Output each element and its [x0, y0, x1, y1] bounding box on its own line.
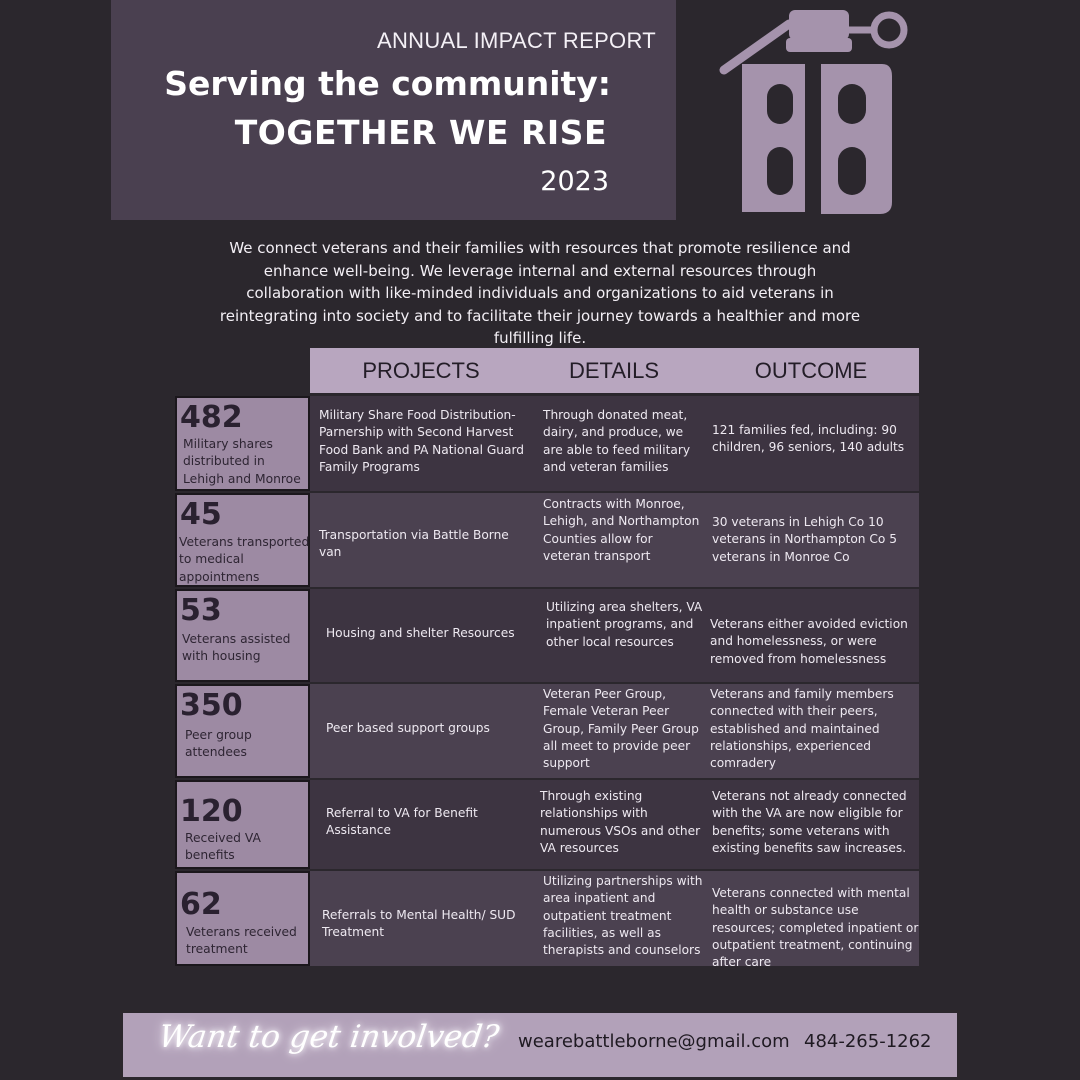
- details-cell: Through existing relationships with numerous VSOs and other VA resources: [540, 789, 701, 855]
- project-cell: Transportation via Battle Borne van: [319, 528, 509, 560]
- report-label: ANNUAL IMPACT REPORT: [376, 28, 656, 53]
- stat-number: 45: [180, 497, 222, 532]
- get-involved-heading: Want to get involved?: [156, 1019, 502, 1055]
- stat-box: [175, 396, 310, 491]
- details-cell: Through donated meat, dairy, and produce, we are able to feed military and veteran families: [543, 408, 691, 474]
- table-row: [310, 589, 919, 682]
- stat-box: [175, 871, 310, 966]
- outcome-cell: Veterans connected with mental health or substance use resources; completed inpatient or outpatient treatment, continuing after care: [712, 886, 919, 970]
- project-cell: Housing and shelter Resources: [326, 626, 515, 640]
- stat-box: [175, 589, 310, 682]
- stat-description: Veterans transported to medical appointmens: [179, 535, 310, 584]
- stat-box: [175, 780, 310, 869]
- headline-line-2: TOGETHER WE RISE: [234, 113, 607, 152]
- column-header-details: DETAILS: [568, 358, 660, 383]
- outcome-cell: 30 veterans in Lehigh Co 10 veterans in Northampton Co 5 veterans in Monroe Co: [712, 515, 897, 564]
- stat-number: 53: [180, 593, 222, 628]
- stat-description: Received VA benefits: [185, 831, 261, 863]
- outcome-cell: Veterans and family members connected with their peers, established and maintained relationships, experienced comradery: [710, 687, 894, 771]
- project-cell: Peer based support groups: [326, 721, 490, 735]
- stat-description: Military shares distributed in Lehigh and Monroe: [183, 437, 301, 486]
- table-header: [310, 348, 919, 393]
- stat-number: 482: [180, 400, 243, 435]
- table-row: [310, 396, 919, 491]
- stat-box: [175, 684, 310, 778]
- contact-footer: [123, 1013, 957, 1077]
- stat-description: Veterans assisted with housing: [182, 632, 291, 664]
- column-header-projects: PROJECTS: [362, 358, 480, 383]
- table-row: [310, 493, 919, 587]
- contact-phone[interactable]: 484-265-1262: [804, 1031, 932, 1052]
- table-row: [310, 780, 919, 869]
- stat-number: 62: [180, 887, 222, 922]
- project-cell: Referrals to Mental Health/ SUD Treatment: [322, 908, 516, 940]
- details-cell: Utilizing partnerships with area inpatient and outpatient treatment facilities, as well as therapists and counselors: [543, 874, 703, 958]
- stat-number: 350: [180, 688, 243, 723]
- project-cell: Military Share Food Distribution- Parnership with Second Harvest Food Bank and PA National Guard Family Programs: [319, 408, 524, 474]
- report-year: 2023: [540, 166, 609, 197]
- battle-borne-logo-icon: [714, 2, 914, 222]
- stat-description: Peer group attendees: [185, 728, 252, 760]
- details-cell: Veteran Peer Group, Female Veteran Peer Group, Family Peer Group all meet to provide peer support: [543, 687, 699, 771]
- contact-email[interactable]: wearebattleborne@gmail.com: [518, 1031, 790, 1052]
- stat-number: 120: [180, 794, 243, 829]
- outcome-cell: 121 families fed, including: 90 children, 96 seniors, 140 adults: [712, 423, 905, 455]
- details-cell: Utilizing area shelters, VA inpatient programs, and other local resources: [546, 600, 703, 649]
- table-row: [310, 684, 919, 778]
- table-row: [310, 871, 919, 970]
- outcome-cell: Veterans either avoided eviction and homelessness, or were removed from homelessness: [710, 617, 908, 666]
- project-cell: Referral to VA for Benefit Assistance: [326, 806, 478, 838]
- header-panel: [111, 0, 676, 220]
- mission-statement: We connect veterans and their families with resources that promote resilience and enhance well-being. We leverage internal and external resources through collaboration with like-minded individuals and organizations to aid veterans in reintegrating into society and to facilitate their journey towards a healthier and more fulfilling life.: [219, 239, 861, 347]
- stat-box: [175, 493, 310, 587]
- column-header-outcome: OUTCOME: [754, 358, 868, 383]
- outcome-cell: Veterans not already connected with the VA are now eligible for benefits; some veterans with existing benefits saw increases.: [712, 789, 907, 855]
- details-cell: Contracts with Monroe, Lehigh, and Northampton Counties allow for veteran transport: [543, 497, 700, 563]
- stat-description: Veterans received treatment: [186, 925, 297, 957]
- headline-line-1: Serving the community:: [164, 64, 611, 103]
